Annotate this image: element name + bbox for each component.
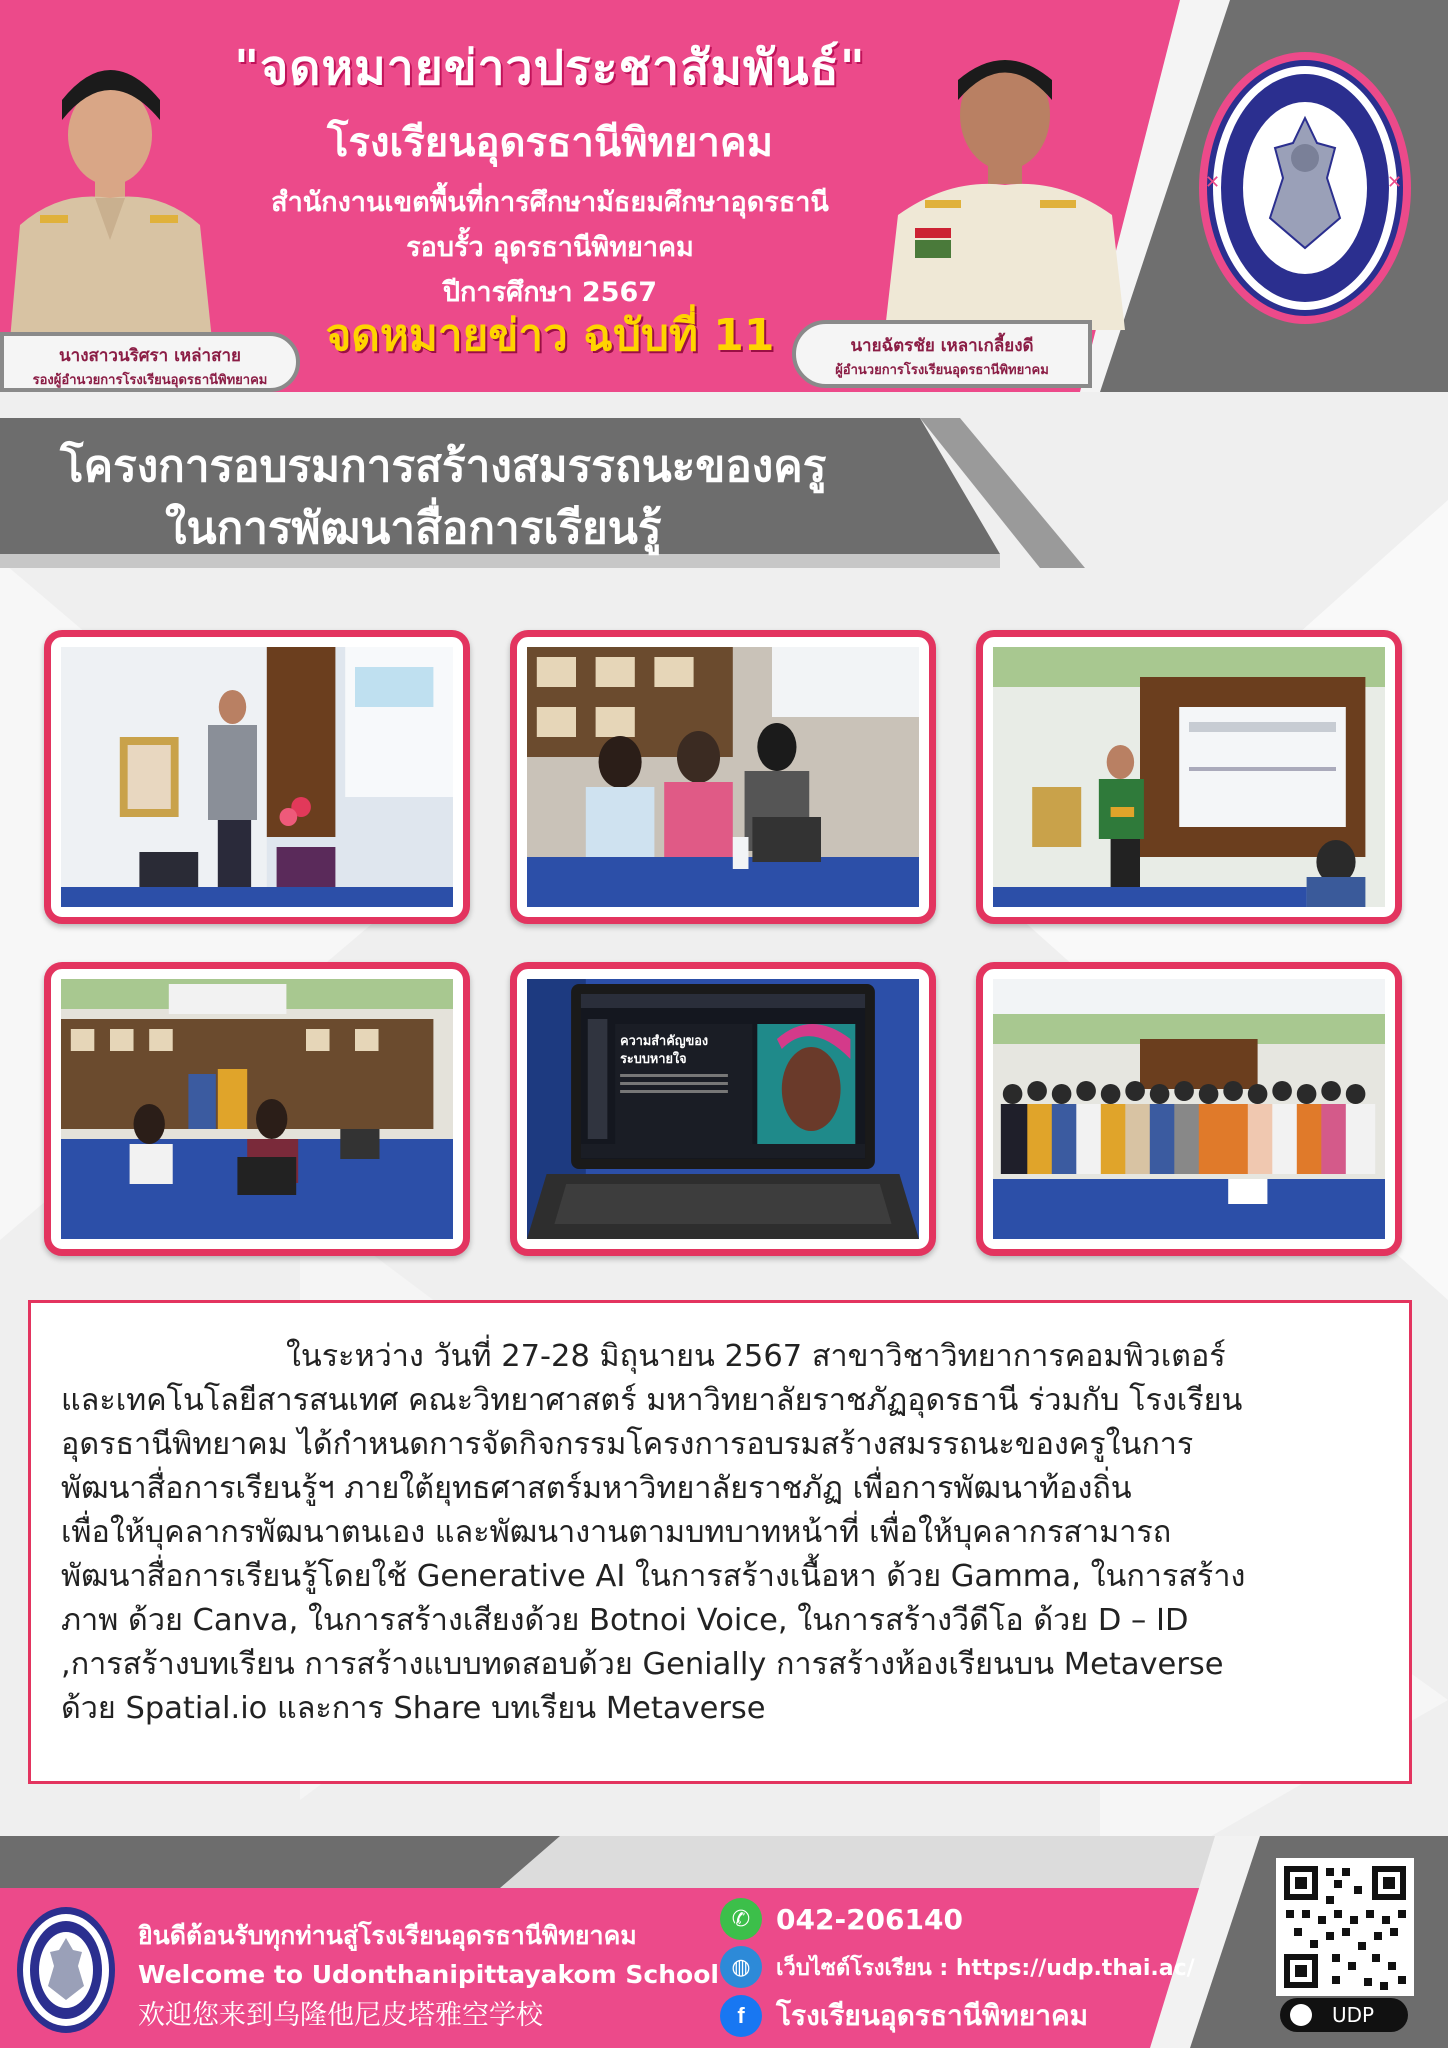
header-text-block <box>190 30 910 313</box>
article-line-6: พัฒนาสื่อการเรียนรู้โดยใช้ Generative AI ในการสร้างเนื้อหา ด้วย Gamma, ในการสร้าง <box>61 1559 1246 1594</box>
article-line-8: ,การสร้างบทเรียน การสร้างแบบทดสอบด้วย Genially การสร้างห้องเรียนบน Metaverse <box>61 1647 1224 1682</box>
globe-icon: ◍ <box>720 1946 762 1988</box>
vice-director-role: รองผู้อำนวยการโรงเรียนอุดรธานีพิทยาคม <box>32 373 268 388</box>
svg-text:✕: ✕ <box>1387 172 1403 193</box>
participants-photo-icon <box>527 647 919 907</box>
facebook-icon: f <box>720 1995 762 2037</box>
welcome-thai: ยินดีต้อนรับทุกท่านสู่โรงเรียนอุดรธานีพิทยาคม <box>138 1921 637 1950</box>
contact-website[interactable] <box>720 1946 1195 1988</box>
article-line-3: อุดรธานีพิทยาคม ได้กำหนดการจัดกิจกรรมโครงการอบรมสร้างสมรรถนะของครูในการ <box>61 1427 1194 1462</box>
laptop-screen-subtitle: ระบบหายใจ <box>620 1051 687 1068</box>
project-title <box>60 436 960 560</box>
header <box>0 0 1448 392</box>
article-line-9: ด้วย Spatial.io และการ Share บทเรียน Metaverse <box>61 1691 766 1726</box>
facebook-page: โรงเรียนอุดรธานีพิทยาคม <box>776 1999 1089 2032</box>
article-line-1: ในระหว่าง วันที่ 27-28 มิถุนายน 2567 สาขาวิชาวิทยาการคอมพิวเตอร์ <box>286 1339 1226 1374</box>
academic-year: ปีการศึกษา 2567 <box>442 277 658 308</box>
speaker-photo-icon <box>61 647 453 907</box>
computer-lab-photo-icon <box>61 979 453 1239</box>
education-office: สำนักงานเขตพื้นที่การศึกษามัธยมศึกษาอุดรธานี <box>271 187 829 218</box>
article-line-5: เพื่อให้บุคลากรพัฒนาตนเอง และพัฒนางานตามบทบาทหน้าที่ เพื่อให้บุคลากรสามารถ <box>61 1515 1172 1550</box>
vice-director-name: นางสาวนริศรา เหล่าสาย <box>59 346 241 366</box>
school-name: โรงเรียนอุดรธานีพิทยาคม <box>327 120 773 166</box>
photo-laptop <box>510 962 936 1256</box>
website-url: เว็บไซต์โรงเรียน : https://udp.thai.ac/ <box>776 1955 1195 1981</box>
director-nameplate <box>792 320 1092 388</box>
article-line-4: พัฒนาสื่อการเรียนรู้ฯ ภายใต้ยุทธศาสตร์มหาวิทยาลัยราชภัฏ เพื่อการพัฒนาท้องถิ่น <box>61 1471 1132 1506</box>
vice-director-nameplate <box>0 332 300 392</box>
qr-label-pill <box>1280 1998 1408 2032</box>
welcome-chinese: 欢迎您来到乌隆他尼皮塔雅空学校 <box>138 2000 543 2031</box>
presentation-photo-icon <box>993 647 1385 907</box>
article-line-2: และเทคโนโลยีสารสนเทศ คณะวิทยาศาสตร์ มหาวิทยาลัยราชภัฏอุดรธานี ร่วมกับ โรงเรียน <box>61 1383 1243 1418</box>
welcome-english: Welcome to Udonthanipittayakom School <box>138 1960 719 1989</box>
footer-welcome <box>138 1916 719 2032</box>
photo-speaker <box>44 630 470 924</box>
photo-participants <box>510 630 936 924</box>
footer-school-logo <box>10 1900 122 2040</box>
director-name: นายฉัตรชัย เหลาเกลี้ยงดี <box>850 336 1034 356</box>
article-body <box>28 1300 1412 1784</box>
group-photo-icon <box>993 979 1385 1239</box>
issue-number: จดหมายข่าว ฉบับที่ 11 <box>325 310 775 361</box>
svg-text:✕: ✕ <box>1205 172 1221 193</box>
director-portrait <box>880 20 1130 330</box>
photo-computer-lab <box>44 962 470 1256</box>
project-title-line1: โครงการอบรมการสร้างสมรรถนะของครู <box>60 441 827 492</box>
article-line-7: ภาพ ด้วย Canva, ในการสร้างเสียงด้วย Botnoi Voice, ในการสร้างวีดีโอ ด้วย D – ID <box>61 1603 1189 1638</box>
laptop-photo-icon <box>527 979 919 1239</box>
newsletter-title: "จดหมายข่าวประชาสัมพันธ์" <box>234 40 866 96</box>
contact-facebook[interactable] <box>720 1994 1088 2038</box>
laptop-screen-title: ความสำคัญของ <box>620 1033 709 1050</box>
phone-number: 042-206140 <box>776 1902 963 1936</box>
director-role: ผู้อำนวยการโรงเรียนอุดรธานีพิทยาคม <box>835 363 1049 378</box>
phone-icon: ✆ <box>720 1898 762 1940</box>
phone-dot-icon <box>1290 2004 1312 2026</box>
photo-group <box>976 962 1402 1256</box>
photo-presentation <box>976 630 1402 924</box>
qr-label: UDP <box>1332 2003 1375 2027</box>
column-name: รอบรั้ว อุดรธานีพิทยาคม <box>406 232 694 263</box>
school-logo <box>1195 48 1415 328</box>
project-title-line2: ในการพัฒนาสื่อการเรียนรู้ <box>165 503 662 554</box>
article-text <box>61 1335 1381 1731</box>
contact-phone[interactable] <box>720 1898 963 1940</box>
